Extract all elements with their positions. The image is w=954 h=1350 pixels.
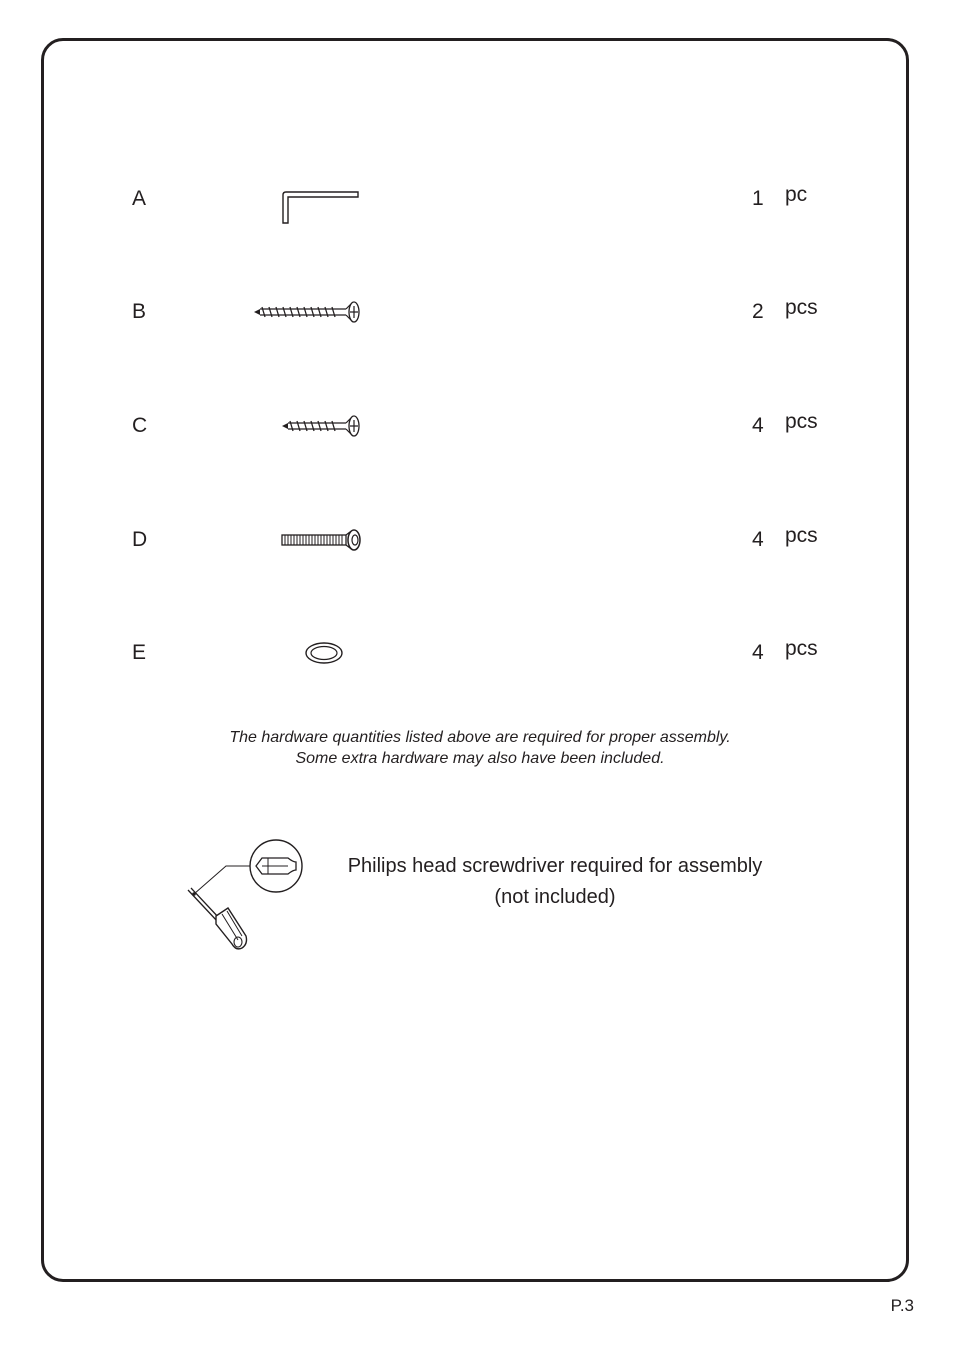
washer-icon bbox=[303, 641, 345, 665]
part-unit: pcs bbox=[785, 524, 818, 547]
hardware-row-b bbox=[0, 296, 954, 340]
hardware-note-line-1: The hardware quantities listed above are required for proper assembly. bbox=[229, 729, 731, 746]
allen-bolt-icon bbox=[280, 528, 366, 552]
part-unit: pcs bbox=[785, 637, 818, 660]
part-quantity: 4 bbox=[752, 641, 764, 664]
part-unit: pc bbox=[785, 183, 808, 206]
hardware-row-e bbox=[0, 637, 954, 681]
hardware-row-d bbox=[0, 524, 954, 568]
part-quantity: 4 bbox=[752, 528, 764, 551]
allen-key-icon bbox=[278, 190, 362, 226]
part-letter: D bbox=[132, 528, 148, 551]
part-letter: E bbox=[132, 641, 147, 664]
hardware-row-a bbox=[0, 183, 954, 227]
hardware-note-line-2: Some extra hardware may also have been included. bbox=[295, 750, 665, 767]
part-letter: C bbox=[132, 414, 148, 437]
part-quantity: 1 bbox=[752, 187, 764, 210]
hardware-row-c bbox=[0, 410, 954, 454]
part-unit: pcs bbox=[785, 410, 818, 433]
part-unit: pcs bbox=[785, 296, 818, 319]
tool-not-included-text: (not included) bbox=[494, 886, 616, 908]
long-wood-screw-icon bbox=[252, 300, 364, 324]
page-number: P.3 bbox=[890, 1296, 914, 1315]
part-quantity: 2 bbox=[752, 300, 764, 323]
short-wood-screw-icon bbox=[280, 414, 364, 438]
part-letter: A bbox=[132, 187, 147, 210]
tool-required-text: Philips head screwdriver required for assembly bbox=[347, 855, 763, 877]
part-letter: B bbox=[132, 300, 147, 323]
part-quantity: 4 bbox=[752, 414, 764, 437]
phillips-screwdriver-icon bbox=[180, 836, 310, 954]
